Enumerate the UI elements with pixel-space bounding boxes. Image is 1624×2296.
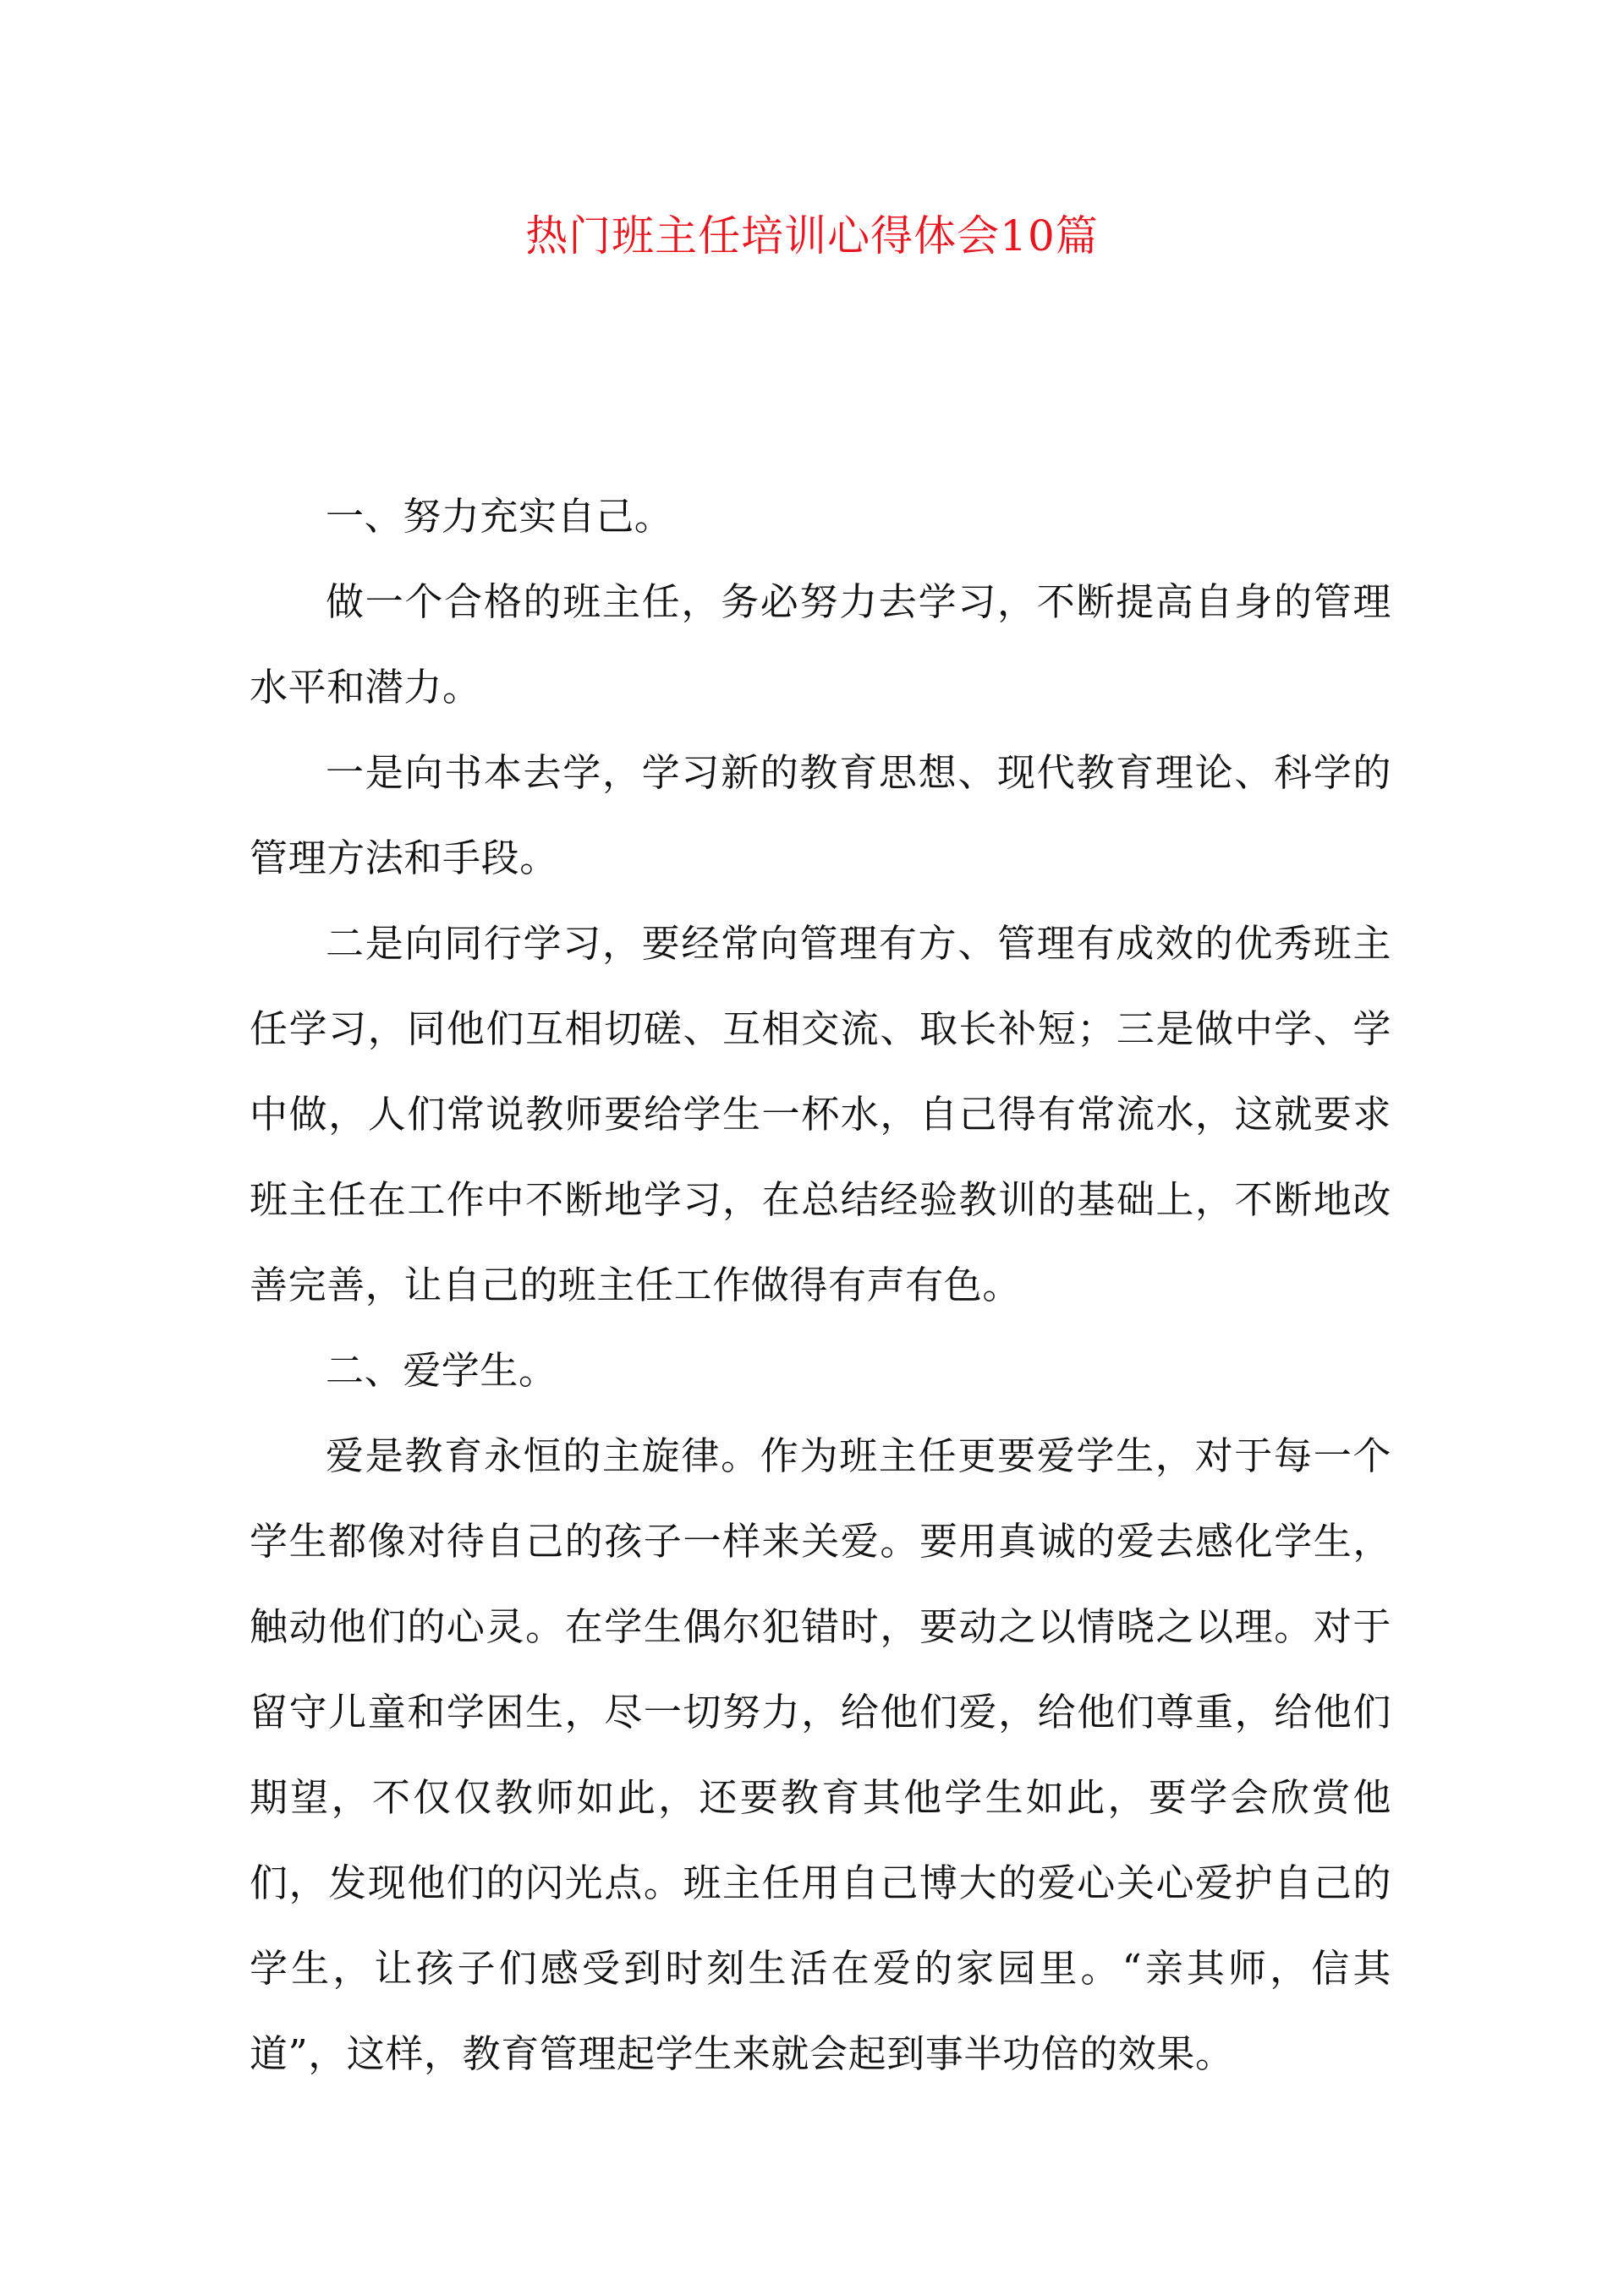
paragraph: 爱是教育永恒的主旋律。作为班主任更要爱学生，对于每一个学生都像对待自己的孩子一样来关爱。要用真诚的爱去感化学生，触动他们的心灵。在学生偶尔犯错时，要动之以情晓之以理。对于留守儿童和学困生，尽一切努力，给他们爱，给他们尊重，给他们期望，不仅仅教师如此，还要教育其他学生如此，要学会欣赏他们，发现他们的闪光点。班主任用自己博大的爱心关心爱护自己的学生，让孩子们感受到时刻生活在爱的家园里。“亲其师，信其道”，这样，教育管理起学生来就会起到事半功倍的效果。 [250,1433,1391,2076]
section-heading-1: 一、努力充实自己。 [326,494,673,539]
document-title: 热门班主任培训心得体会10篇 [525,211,1099,260]
paragraph: 二是向同行学习，要经常向管理有方、管理有成效的优秀班主任学习，同他们互相切磋、互相交流、取长补短；三是做中学、学中做，人们常说教师要给学生一杯水，自己得有常流水，这就要求班主任在工作中不断地学习，在总结经验教训的基础上，不断地改善完善，让自己的班主任工作做得有声有色。 [250,921,1391,1307]
paragraph: 一是向书本去学，学习新的教育思想、现代教育理论、科学的管理方法和手段。 [250,750,1391,880]
paragraph: 做一个合格的班主任，务必努力去学习，不断提高自身的管理水平和潜力。 [250,579,1391,710]
section-heading-2: 二、爱学生。 [326,1348,557,1393]
document-body [250,474,1391,2096]
